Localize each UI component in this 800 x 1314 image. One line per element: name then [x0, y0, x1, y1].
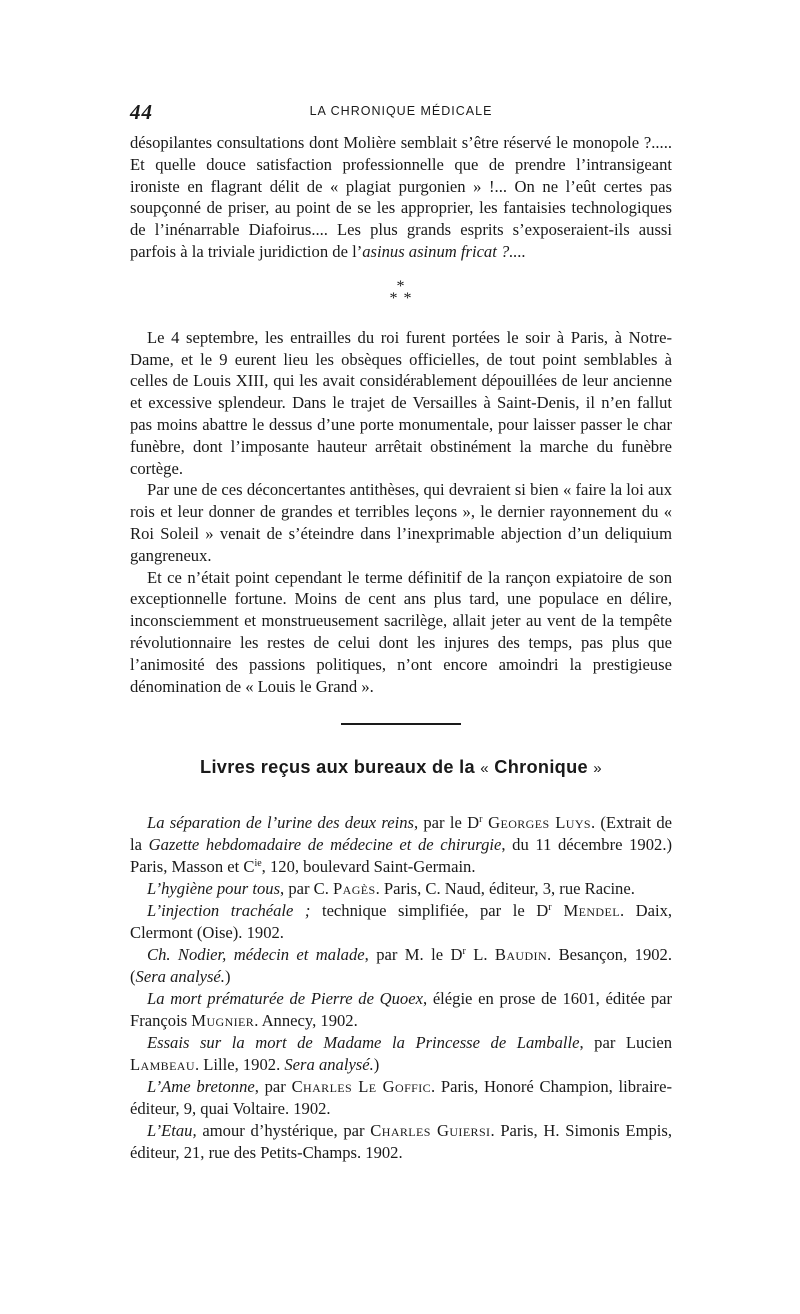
section-divider	[341, 723, 461, 725]
body-paragraph: Et ce n’était point cependant le terme définitif de la rançon expiatoire de son exceptionnelle fortune. Moins de cent ans plus tard, une populace en délire, inconsciemment et monstrueusement sacrilège, allait jeter au vent de la tempête révolutionnaire les restes de celui dont les injures des temps, pas plus que l’animosité des passions politiques, n’ont encore amoindri la prestigieuse dénomination de « Louis le Grand ».	[130, 567, 672, 696]
book-entry: Ch. Nodier, médecin et malade, par M. le $D^r$ L. Baudin. Besançon, 1902. (Sera analysé.)	[130, 945, 672, 987]
book-list	[130, 812, 672, 1164]
section-heading-word: Chronique	[488, 757, 594, 778]
latin-phrase: asinus asinum fricat ?....	[362, 241, 526, 261]
book-entry: L’hygiène pour tous, par C. Pagès. Paris, C. Naud, éditeur, 3, rue Racine.	[147, 879, 635, 899]
book-entry: La mort prématurée de Pierre de Quoex, élégie en prose de 1601, éditée par François Mugnier. Annecy, 1902.	[130, 989, 673, 1031]
section-heading	[130, 757, 672, 778]
book-title: Ch. Nodier, médecin et malade	[147, 945, 365, 965]
document-page	[130, 100, 672, 1164]
book-author: Georges Luys	[482, 813, 591, 833]
continuation-paragraph	[130, 132, 672, 263]
section-heading-main: Livres reçus aux bureaux de la	[200, 757, 481, 778]
book-title: L’injection trachéale ;	[147, 901, 311, 921]
close-quote: »	[593, 760, 602, 778]
body-paragraph: Le 4 septembre, les entrailles du roi furent portées le soir à Paris, à Notre-Dame, et le 9 eurent lieu les obsèques officielles, de tout point semblables à celles de Louis XIII, qui les avait considérablement dépouillées de leur ancienne et excessive splendeur. Dans le trajet de Versailles à Saint-Denis, il n’en fallut pas moins abattre le dessus d’une porte monumentale, pour laisser passer le char funèbre, dont l’imposante hauteur arrêtait obstinément la marche du funèbre cortège.	[130, 327, 672, 478]
continuation-text: désopilantes consultations dont Molière semblait s’être réservé le monopole ?..... Et quelle douce satisfaction professionnelle que de prendre l’intransigeant ironiste en flagrant délit de « plagiat purgonien » !... On ne l’eût certes pas soupçonné de priser, au point de se les approprier, les fantaisies technologiques de l’inénarrable Diafoirus.... Les plus grands esprits s’exposeraient-ils aussi parfois à la triviale juridiction de l’	[130, 133, 672, 261]
book-author: Charles Le Goffic	[291, 1077, 432, 1097]
book-title: L’Ame bretonne	[147, 1077, 255, 1097]
body-paragraph: Par une de ces déconcertantes antithèses, qui devraient si bien « faire la loi aux rois et leur donner de grandes et terribles leçons », le dernier rayonnement du « Roi Soleil » venait de s’éteindre dans l’inexprimable abjection d’un deliquium gangreneux.	[130, 480, 672, 565]
book-entry: L’injection trachéale ; technique simplifiée, par le $D^r$ Mendel. Daix, Clermont (Oise). 1902.	[130, 901, 673, 943]
book-author: Lambeau	[130, 1055, 195, 1075]
book-entry: L’Etau, amour d’hystérique, par Charles Guiersi. Paris, H. Simonis Empis, éditeur, 21, rue des Petits-Champs. 1902.	[130, 1121, 672, 1163]
book-author: Mugnier	[191, 1011, 255, 1031]
running-header	[130, 100, 672, 126]
book-title: La séparation de l’urine des deux reins	[147, 813, 414, 833]
book-entry: Essais sur la mort de Madame la Princesse de Lamballe, par Lucien Lambeau. Lille, 1902. Sera analysé.)	[130, 1033, 672, 1075]
book-author: Mendel	[551, 901, 620, 921]
book-author: Pagès	[333, 879, 376, 899]
running-title: LA CHRONIQUE MÉDICALE	[309, 104, 493, 118]
journal-title: Gazette hebdomadaire de médecine et de chirurgie	[148, 835, 502, 855]
book-entry: L’Ame bretonne, par Charles Le Goffic. Paris, Honoré Champion, libraire-éditeur, 9, quai Voltaire. 1902.	[130, 1077, 672, 1119]
asterism-separator	[130, 277, 672, 307]
asterism-bottom: * *	[389, 289, 413, 307]
book-author: Charles Guiersi	[370, 1121, 491, 1141]
review-note: Sera analysé.	[135, 967, 225, 987]
book-title: La mort prématurée de Pierre de Quoex	[147, 989, 423, 1009]
book-title: Essais sur la mort de Madame la Princesse de Lamballe	[147, 1033, 580, 1053]
book-entry: La séparation de l’urine des deux reins, par le $D^r$ Georges Luys. (Extrait de la Gazette hebdomadaire de médecine et de chirurgie, du 11 décembre 1902.) Paris, Masson et $C^{ie}$, 120, boulevard Saint-Germain.	[130, 813, 672, 877]
page-number: 44	[130, 100, 153, 124]
review-note: Sera analysé.	[284, 1055, 374, 1075]
asterism-top: *	[396, 277, 406, 295]
book-title: L’Etau,	[147, 1121, 197, 1141]
book-author: Baudin	[494, 945, 548, 965]
open-quote: «	[480, 760, 489, 778]
book-title: L’hygiène pour tous	[147, 879, 281, 899]
